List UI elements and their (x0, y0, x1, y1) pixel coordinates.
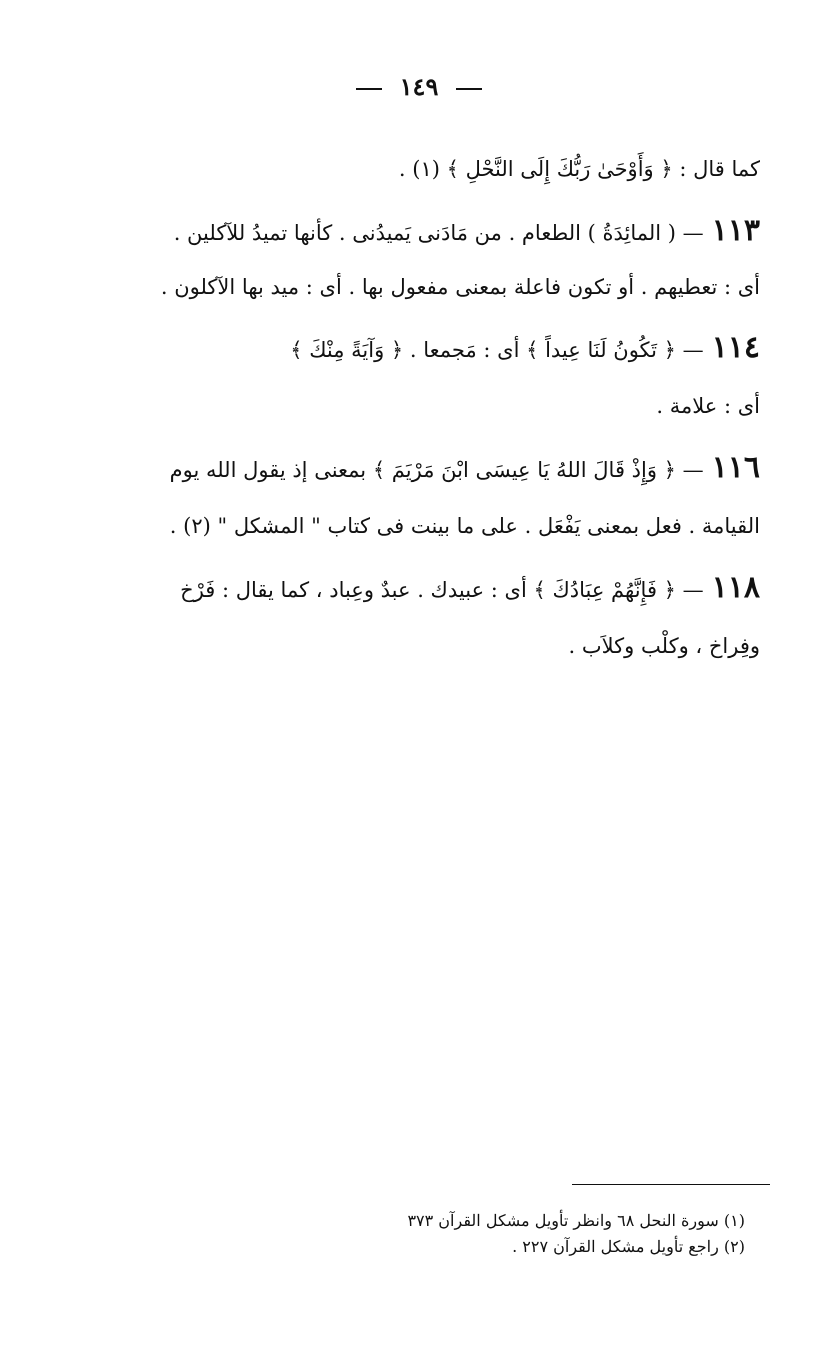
text-line-content: — ﴿ فَإِنَّهُمْ عِبَادُكَ ﴾ أى : عبيدك . عبدٌ وعِباد ، كما يقال : فَرْخ (180, 578, 704, 602)
main-text (78, 140, 760, 680)
entry-number: ١١٨ (711, 570, 760, 605)
footnotes (300, 1208, 745, 1260)
text-line (78, 560, 760, 618)
page-number (0, 72, 838, 101)
paragraph-intro (78, 140, 760, 198)
text-line (78, 204, 760, 260)
footnote-divider (572, 1184, 770, 1185)
page-number-dash-right (456, 88, 482, 90)
entry-118 (78, 560, 760, 674)
text-line-content: — ﴿ وَإِذْ قَالَ اللهُ يَا عِيسَى ابْنَ مَرْيَمَ ﴾ بمعنى إذ يقول الله يوم (169, 458, 704, 482)
text-line (78, 320, 760, 378)
entry-113 (78, 204, 760, 314)
footnote-1: (١) سورة النحل ٦٨ وانظر تأويل مشكل القرآن ٣٧٣ (407, 1211, 745, 1230)
text-line-content: — ﴿ تَكُونُ لَنَا عِيداً ﴾ أى : مَجمعا . ﴿ وَآيَةً مِنْكَ ﴾ (290, 338, 704, 362)
entry-number: ١١٤ (711, 330, 760, 365)
page-number-dash-left (356, 88, 382, 90)
entry-number: ١١٣ (711, 213, 760, 248)
text-line: أى : تعطيهم . أو تكون فاعلة بمعنى مفعول بها . أى : ميد بها الآكلون . (160, 275, 760, 299)
entry-number: ١١٦ (711, 450, 760, 485)
page-number-value: ١٤٩ (399, 72, 439, 101)
text-line (78, 440, 760, 498)
text-line: وفِراخ ، وكلْب وكلاَب . (568, 634, 760, 658)
text-line: القيامة . فعل بمعنى يَفْعَل . على ما بينت فى كتاب " المشكل " (٢) . (169, 514, 760, 538)
text-line-content: — ( المائِدَةُ ) الطعام . من مَادَنى يَميدُنى . كأنها تميدُ للآكلين . (173, 221, 704, 245)
entry-114 (78, 320, 760, 434)
text-line: أى : علامة . (656, 394, 760, 418)
footnote-2: (٢) راجع تأويل مشكل القرآن ٢٢٧ . (512, 1237, 745, 1256)
text-line: كما قال : ﴿ وَأَوْحَىٰ رَبُّكَ إِلَى النَّحْلِ ﴾ (١) . (398, 157, 760, 181)
entry-116 (78, 440, 760, 554)
